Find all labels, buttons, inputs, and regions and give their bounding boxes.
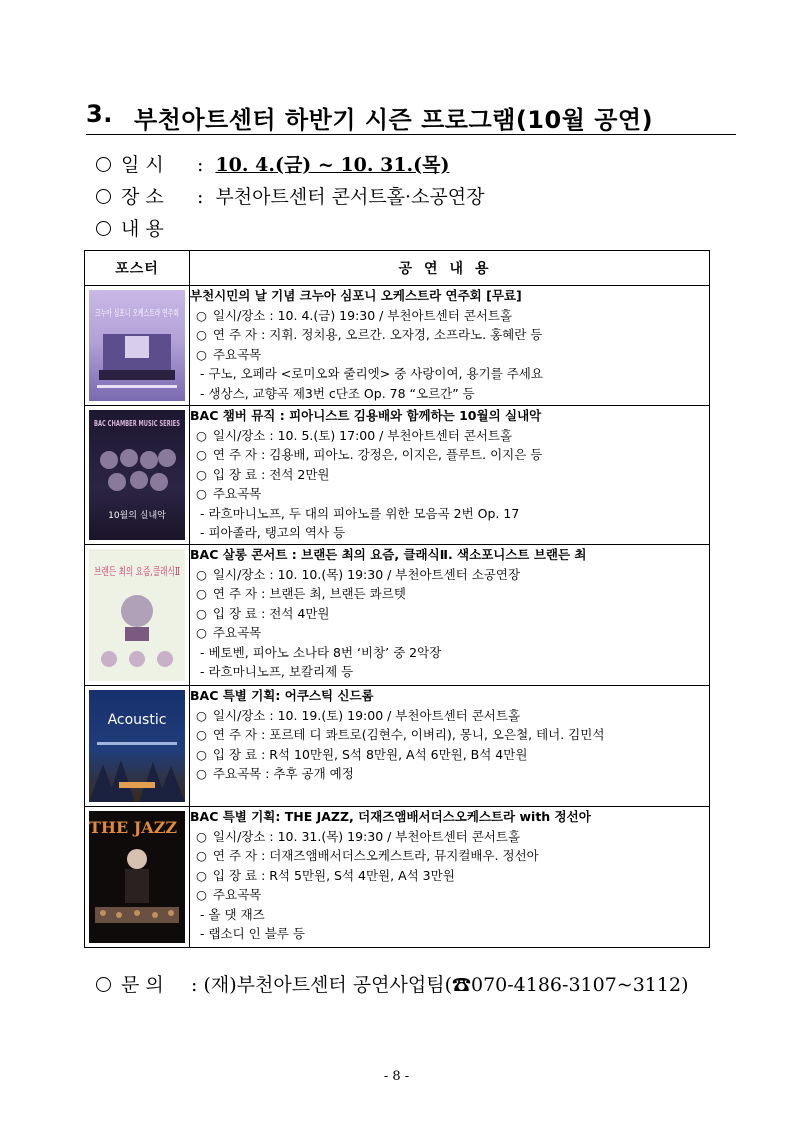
program-content <box>190 686 710 807</box>
program-piece: - 피아졸라, 탱고의 역사 등 <box>200 525 346 540</box>
program-item: ○ 주요곡목 : 추후 공개 예정 <box>190 764 709 784</box>
program-item: ○ 일시/장소 : 10. 19.(토) 19:00 / 부천아트센터 콘서트홀 <box>190 706 709 726</box>
program-item: ○ 주요곡목 <box>190 885 709 905</box>
program-item: ○ 연 주 자 : 브랜든 최, 브랜든 콰르텟 <box>190 584 709 604</box>
section-number: 3. <box>86 100 113 128</box>
contact-label: 문 의 <box>121 974 164 996</box>
program-item: ○ 일시/장소 : 10. 4.(금) 19:30 / 부천아트센터 콘서트홀 <box>190 306 709 326</box>
bullet-circle-icon <box>96 221 111 236</box>
poster-text: BAC CHAMBER MUSIC SERIES <box>94 419 181 428</box>
program-title: BAC 특별 기획: THE JAZZ, 더재즈앰배서더스오케스트라 with 정선아 <box>190 809 591 824</box>
program-content <box>190 545 710 686</box>
bullet-circle-icon <box>96 977 111 992</box>
program-table <box>84 250 710 948</box>
program-piece: - 생상스, 교향곡 제3번 c단조 Op. 78 “오르간” 등 <box>200 385 475 401</box>
program-item: ○ 주요곡목 <box>190 484 709 504</box>
date-value: 10. 4.(금) ~ 10. 31.(목) <box>215 154 450 176</box>
date-label: 일 시 <box>121 154 164 176</box>
poster-image <box>89 290 226 401</box>
poster-image <box>89 811 185 943</box>
table-row <box>85 545 710 686</box>
poster-image <box>89 690 185 802</box>
program-piece: - 베토벤, 피아노 소나타 8번 ‘비창’ 중 2악장 <box>200 644 442 660</box>
poster-text: 브랜든 최의 요즘,클래식Ⅱ <box>94 565 219 578</box>
program-item: ○ 일시/장소 : 10. 31.(목) 19:30 / 부천아트센터 콘서트홀 <box>190 827 709 847</box>
section-title: 부천아트센터 하반기 시즌 프로그램(10월 공연) <box>134 106 654 134</box>
bullet-circle-icon <box>96 189 111 204</box>
table-row <box>85 406 710 545</box>
page-number: - 8 - <box>383 1069 410 1084</box>
program-item: ○ 일시/장소 : 10. 10.(목) 19:30 / 부천아트센터 소공연장 <box>190 565 709 585</box>
program-piece: - 올 댓 재즈 <box>200 906 265 922</box>
program-title: BAC 살롱 콘서트 : 브랜든 최의 요즘, 클래식Ⅱ. 색소포니스트 브랜든 최 <box>190 547 587 562</box>
program-content <box>190 406 710 545</box>
program-title: BAC 챔버 뮤직 : 피아니스트 김용배와 함께하는 10월의 실내악 <box>190 408 542 423</box>
info-place: 장 소 : 부천아트센터 콘서트홀·소공연장 <box>96 182 485 209</box>
section-heading <box>86 98 736 135</box>
poster-image <box>89 410 185 540</box>
contact-value: (재)부천아트센터 공연사업팀(☎070-4186-3107~3112) <box>203 974 689 996</box>
program-item: ○ 일시/장소 : 10. 5.(토) 17:00 / 부천아트센터 콘서트홀 <box>190 426 709 446</box>
place-label: 장 소 <box>121 186 164 208</box>
content-label: 내 용 <box>121 218 164 240</box>
program-item: ○ 입 장 료 : 전석 4만원 <box>190 604 709 624</box>
program-item: ○ 주요곡목 <box>190 345 709 365</box>
poster-text: Acoustic <box>107 712 167 728</box>
poster-text: THE JAZZ <box>88 818 178 837</box>
poster-subtext: 10월의 실내악 <box>108 511 166 521</box>
column-header-poster: 포스터 <box>85 251 190 286</box>
program-piece: - 구노, 오페라 <로미오와 줄리엣> 중 사랑이여, 용기를 주세요 <box>200 366 543 381</box>
poster-cell <box>85 686 190 807</box>
program-content <box>190 286 710 406</box>
program-item: ○ 입 장 료 : R석 5만원, S석 4만원, A석 3만원 <box>190 866 709 886</box>
program-item: ○ 주요곡목 <box>190 623 709 643</box>
poster-text: 크누아 심포니 오케스트라 연주회 <box>95 309 226 319</box>
program-piece: - 라흐마니노프, 두 대의 피아노를 위한 모음곡 2번 Op. 17 <box>200 505 520 521</box>
bullet-circle-icon <box>96 157 111 172</box>
table-row <box>85 807 710 948</box>
program-item: ○ 입 장 료 : 전석 2만원 <box>190 465 709 485</box>
column-header-content: 공연내용 <box>190 251 710 286</box>
program-piece: - 라흐마니노프, 보칼리제 등 <box>200 664 354 679</box>
program-piece: - 랩소디 인 블루 등 <box>200 926 305 941</box>
table-header-row <box>85 251 710 286</box>
program-item: ○ 연 주 자 : 지휘. 정치용, 오르간. 오자경, 소프라노. 홍혜란 등 <box>190 325 709 345</box>
program-item: ○ 입 장 료 : R석 10만원, S석 8만원, A석 6만원, B석 4만원 <box>190 745 709 765</box>
place-value: 부천아트센터 콘서트홀·소공연장 <box>215 186 485 208</box>
poster-cell <box>85 406 190 545</box>
program-title: BAC 특별 기획: 어쿠스틱 신드롬 <box>190 688 374 703</box>
program-item: ○ 연 주 자 : 김용배, 피아노. 강정은, 이지은, 플루트. 이지은 등 <box>190 445 709 465</box>
contact-info: 문 의 : (재)부천아트센터 공연사업팀(☎070-4186-3107~3112) <box>96 970 688 997</box>
program-item: ○ 연 주 자 : 더재즈앰배서더스오케스트라, 뮤지컬배우. 정선아 <box>190 846 709 866</box>
program-content <box>190 807 710 948</box>
poster-cell <box>85 286 226 406</box>
poster-cell <box>85 545 219 686</box>
info-content <box>96 214 164 241</box>
poster-cell <box>85 807 190 948</box>
program-title: 부천시민의 날 기념 크누아 심포니 오케스트라 연주회 [무료] <box>190 288 522 303</box>
poster-image <box>89 549 219 681</box>
table-row <box>85 286 710 406</box>
info-date: 일 시 : 10. 4.(금) ~ 10. 31.(목) <box>96 150 450 177</box>
table-row <box>85 686 710 807</box>
program-item: ○ 연 주 자 : 포르테 디 콰트로(김현수, 이벼리), 몽니, 오은철, 테너. 김민석 <box>190 725 709 745</box>
